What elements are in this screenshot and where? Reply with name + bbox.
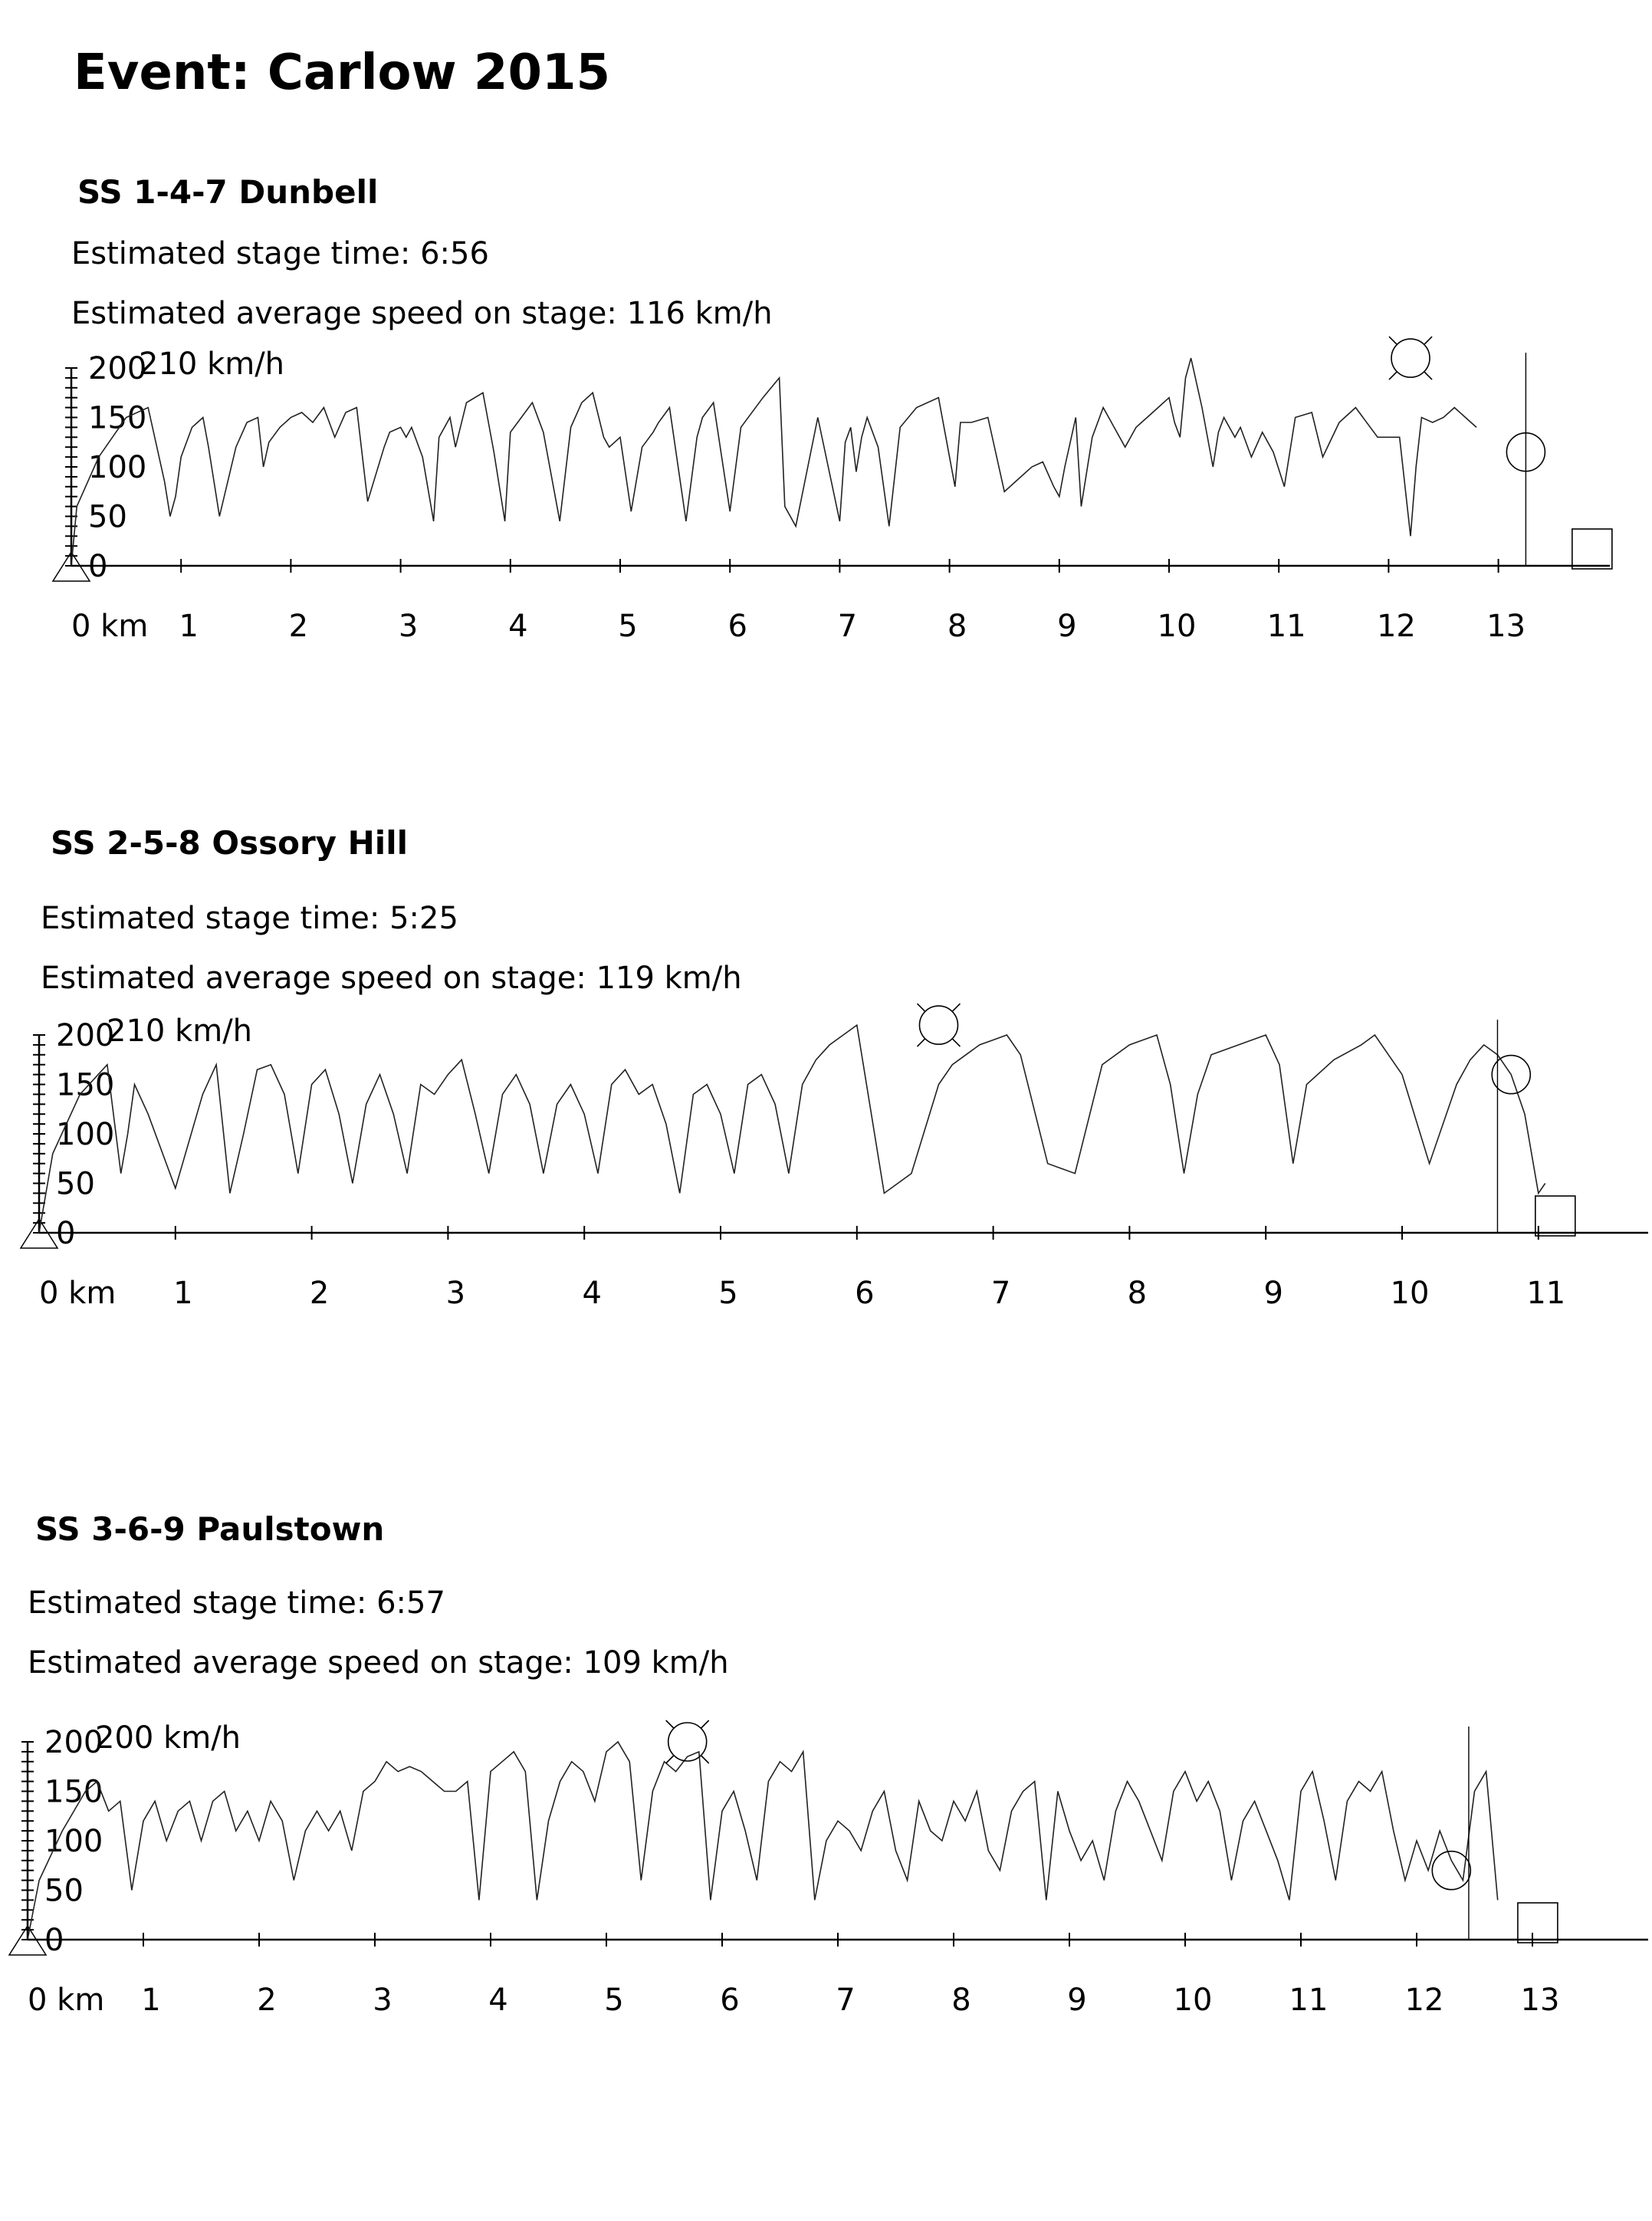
- x-tick-label: 9: [1263, 1276, 1283, 1311]
- speed-trace-line: [39, 1025, 1545, 1233]
- stage-2-title: SS 2-5-8 Ossory Hill: [51, 824, 408, 862]
- x-tick-label: 12: [1404, 1983, 1444, 2018]
- speed-trace-line: [28, 1742, 1498, 1940]
- y-tick-label: 200: [88, 351, 147, 386]
- max-speed-label: 200 km/h: [95, 1720, 241, 1756]
- y-tick-label: 150: [56, 1067, 115, 1103]
- max-speed-tick: [1424, 372, 1432, 379]
- max-speed-tick: [666, 1756, 674, 1763]
- max-speed-label: 210 km/h: [139, 347, 285, 382]
- x-tick-label: 0 km: [28, 1983, 105, 2018]
- y-tick-label: 0: [44, 1923, 64, 1958]
- x-tick-label: 9: [1057, 609, 1077, 644]
- max-speed-tick: [1389, 372, 1397, 379]
- x-tick-label: 3: [373, 1983, 392, 2018]
- stage-1-avg-speed: Estimated average speed on stage: 116 km/h: [71, 296, 773, 331]
- y-tick-label: 100: [88, 450, 147, 485]
- x-tick-label: 8: [947, 609, 967, 644]
- max-speed-tick: [952, 1004, 960, 1011]
- max-speed-label: 210 km/h: [107, 1014, 253, 1049]
- stage-2-speed-chart: [0, 1012, 1652, 1334]
- stage-3-speed-chart: [0, 1702, 1652, 2024]
- y-tick-label: 50: [88, 499, 127, 535]
- stage-3-title: SS 3-6-9 Paulstown: [35, 1510, 385, 1548]
- x-tick-label: 4: [582, 1276, 602, 1311]
- max-speed-tick: [701, 1756, 709, 1763]
- x-tick-label: 5: [718, 1276, 738, 1311]
- max-speed-tick: [917, 1039, 925, 1046]
- event-title: Event: Carlow 2015: [74, 44, 611, 101]
- x-tick-label: 1: [141, 1983, 161, 2018]
- max-speed-tick: [1424, 337, 1432, 344]
- x-tick-label: 12: [1376, 609, 1416, 644]
- x-tick-label: 2: [309, 1276, 330, 1311]
- x-tick-label: 3: [398, 609, 419, 644]
- x-tick-label: 1: [173, 1276, 193, 1311]
- stage-2-time: Estimated stage time: 5:25: [41, 901, 458, 936]
- speed-trace-line: [71, 358, 1476, 566]
- stage-1-time: Estimated stage time: 6:56: [71, 236, 489, 271]
- max-speed-marker: [668, 1723, 707, 1761]
- end-marker: [1518, 1903, 1558, 1943]
- x-tick-label: 10: [1157, 609, 1197, 644]
- end-marker: [1572, 529, 1612, 569]
- y-tick-label: 50: [56, 1166, 95, 1202]
- stage-2-avg-speed: Estimated average speed on stage: 119 km/h: [41, 961, 742, 996]
- x-tick-label: 2: [288, 609, 309, 644]
- end-marker: [1535, 1196, 1575, 1236]
- stage-3-time: Estimated stage time: 6:57: [28, 1585, 445, 1621]
- max-speed-marker: [1391, 339, 1430, 377]
- y-tick-label: 0: [88, 549, 108, 584]
- stage-1-title: SS 1-4-7 Dunbell: [77, 173, 379, 211]
- x-tick-label: 1: [179, 609, 199, 644]
- x-tick-label: 11: [1266, 609, 1306, 644]
- y-tick-label: 150: [44, 1774, 103, 1810]
- x-tick-label: 11: [1289, 1983, 1328, 2018]
- y-tick-label: 100: [56, 1117, 115, 1152]
- y-tick-label: 200: [44, 1725, 103, 1760]
- max-speed-marker: [919, 1006, 957, 1044]
- y-tick-label: 200: [56, 1018, 115, 1053]
- x-tick-label: 6: [720, 1983, 740, 2018]
- max-speed-tick: [701, 1720, 709, 1728]
- x-tick-label: 0 km: [39, 1276, 117, 1311]
- x-tick-label: 6: [727, 609, 747, 644]
- x-tick-label: 13: [1520, 1983, 1560, 2018]
- x-tick-label: 7: [990, 1276, 1011, 1311]
- x-tick-label: 4: [488, 1983, 508, 2018]
- y-tick-label: 100: [44, 1824, 103, 1859]
- x-tick-label: 2: [257, 1983, 277, 2018]
- x-tick-label: 0 km: [71, 609, 149, 644]
- x-tick-label: 3: [445, 1276, 466, 1311]
- x-tick-label: 5: [618, 609, 638, 644]
- x-tick-label: 4: [508, 609, 528, 644]
- y-tick-label: 150: [88, 400, 147, 436]
- x-tick-label: 10: [1390, 1276, 1430, 1311]
- x-tick-label: 7: [837, 609, 858, 644]
- max-speed-tick: [952, 1039, 960, 1046]
- max-speed-tick: [1389, 337, 1397, 344]
- x-tick-label: 13: [1486, 609, 1526, 644]
- x-tick-label: 8: [951, 1983, 971, 2018]
- x-tick-label: 5: [604, 1983, 624, 2018]
- y-tick-label: 50: [44, 1873, 84, 1909]
- x-tick-label: 10: [1173, 1983, 1213, 2018]
- max-speed-tick: [917, 1004, 925, 1011]
- x-tick-label: 6: [855, 1276, 875, 1311]
- x-tick-label: 11: [1526, 1276, 1566, 1311]
- x-tick-label: 9: [1067, 1983, 1087, 2018]
- stage-3-avg-speed: Estimated average speed on stage: 109 km/h: [28, 1645, 729, 1681]
- x-tick-label: 8: [1127, 1276, 1148, 1311]
- x-tick-label: 7: [836, 1983, 856, 2018]
- max-speed-tick: [666, 1720, 674, 1728]
- y-tick-label: 0: [56, 1216, 76, 1251]
- stage-1-speed-chart: [0, 345, 1652, 667]
